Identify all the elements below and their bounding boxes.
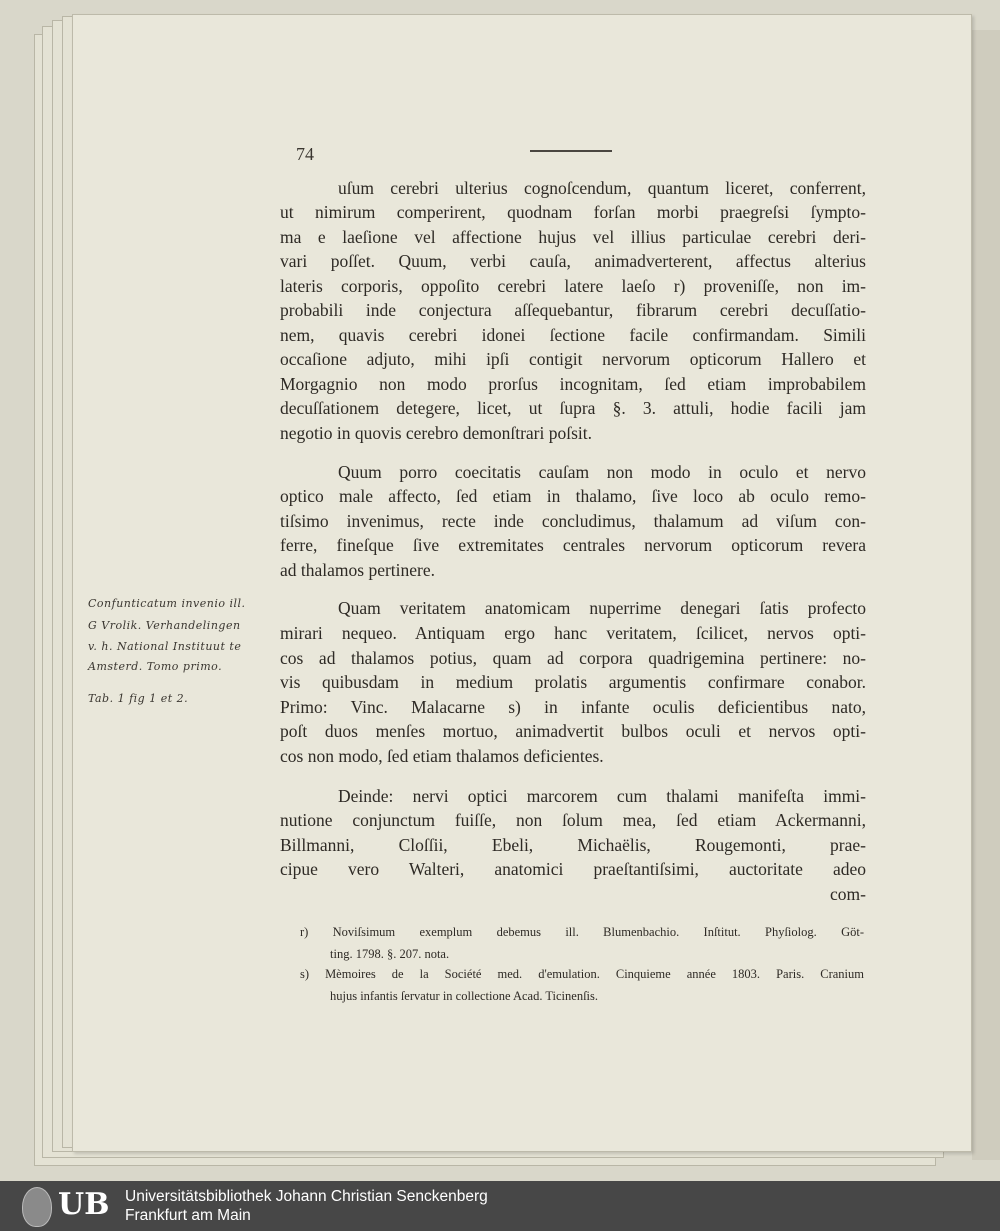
text-line: vari poſſet. Quum, verbi cauſa, animadverterent, affectus alterius: [280, 251, 866, 271]
text-line: Deinde: nervi optici marcorem cum thalami manifeſta immi-: [338, 786, 866, 806]
text-line: decuſſationem detegere, licet, ut ſupra §. 3. attuli, hodie facili jam: [280, 398, 866, 418]
footnote-line: s) Mèmoires de la Société med. d'emulation. Cinquieme année 1803. Paris. Cranium: [300, 967, 864, 981]
footnote-line: hujus infantis ſervatur in collectione Acad. Ticinenſis.: [330, 989, 599, 1003]
footnote-line: ting. 1798. §. 207. nota.: [330, 947, 450, 961]
ub-logo[interactable]: [8, 1185, 118, 1227]
text-line: occaſione adjuto, mihi ipſi contigit nervorum opticorum Hallero et: [280, 349, 866, 369]
logo-text: UB: [58, 1187, 110, 1222]
text-line: tiſsimo invenimus, recte inde concludimus, thalamum ad viſum con-: [280, 511, 866, 531]
text-line: poſt duos menſes mortuo, animadvertit bulbos oculi et nervos opti-: [280, 721, 866, 741]
text-line: cos ad thalamos potius, quam ad corpora quadrigemina pertinere: no-: [280, 648, 866, 668]
handwritten-note-line: G Vrolik. Verhandelingen: [88, 619, 241, 632]
header-rule: [530, 150, 612, 152]
text-line: nem, quavis cerebri idonei ſectione facile confirmandam. Simili: [280, 325, 866, 345]
senckenberg-portrait-icon: [22, 1187, 52, 1227]
text-line: negotio in quovis cerebro demonſtrari poſsit.: [280, 423, 593, 443]
text-line: nutione conjunctum fuiſſe, non ſolum mea, ſed etiam Ackermanni,: [280, 810, 866, 830]
handwritten-note-line: Amsterd. Tomo primo.: [88, 660, 223, 673]
footnote-line: r) Noviſsimum exemplum debemus ill. Blumenbachio. Inſtitut. Phyſiolog. Göt-: [300, 925, 864, 939]
text-line: Quum porro coecitatis cauſam non modo in oculo et nervo: [338, 462, 866, 482]
text-line: Primo: Vinc. Malacarne s) in infante oculis deficientibus nato,: [280, 697, 866, 717]
text-line: uſum cerebri ulterius cognoſcendum, quantum liceret, conferrent,: [338, 178, 866, 198]
text-line: mirari nequeo. Antiquam ergo hanc veritatem, ſcilicet, nervos opti-: [280, 623, 866, 643]
text-line: ferre, fineſque ſive extremitates centrales nervorum opticorum revera: [280, 535, 866, 555]
facing-page-edge: [972, 30, 1000, 1160]
footer-bar: [0, 1181, 1000, 1231]
text-line: ma e laeſione vel affectione hujus vel illius particulae cerebri deri-: [280, 227, 866, 247]
text-line: cipue vero Walteri, anatomici praeſtantiſsimi, auctoritate adeo: [280, 859, 866, 879]
library-city: Frankfurt am Main: [125, 1207, 251, 1224]
text-line: ut nimirum comperirent, quodnam forſan morbi praegreſsi ſympto-: [280, 202, 866, 222]
text-line: optico male affecto, ſed etiam in thalamo, ſive loco ab oculo remo-: [280, 486, 866, 506]
handwritten-note-line: v. h. National Instituut te: [88, 640, 242, 653]
text-line: probabili inde conjectura aſſequebantur, fibrarum cerebri decuſſatio-: [280, 300, 866, 320]
text-line: Billmanni, Cloſſii, Ebeli, Michaëlis, Rougemonti, prae-: [280, 835, 866, 855]
text-line: ad thalamos pertinere.: [280, 560, 436, 580]
text-line: com-: [830, 884, 866, 904]
text-line: lateris corporis, oppoſito cerebri latere laeſo r) proveniſſe, non im-: [280, 276, 866, 296]
text-line: cos non modo, ſed etiam thalamos deficientes.: [280, 746, 604, 766]
library-name: Universitätsbibliothek Johann Christian Senckenberg: [125, 1188, 488, 1205]
handwritten-note-line: Tab. 1 fig 1 et 2.: [88, 692, 189, 705]
text-line: Morgagnio non modo prorſus incognitam, ſed etiam improbabilem: [280, 374, 866, 394]
page-number: 74: [296, 144, 314, 164]
text-line: Quam veritatem anatomicam nuperrime denegari ſatis profecto: [338, 598, 866, 618]
text-line: vis quibusdam in medium prolatis argumentis confirmare conabor.: [280, 672, 866, 692]
handwritten-note-line: Confunticatum invenio ill.: [88, 597, 246, 610]
